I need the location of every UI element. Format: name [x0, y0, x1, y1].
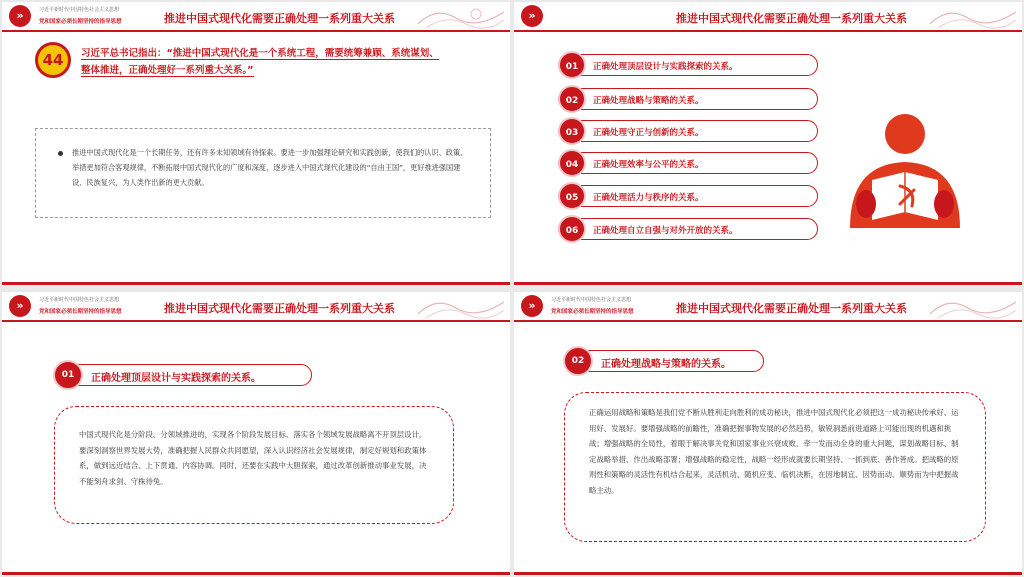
- slide-header: [514, 292, 1022, 322]
- quote-line-1: 习近平总书记指出：“推进中国式现代化是一个系统工程，需要统筹兼顾、系统谋划、: [81, 48, 439, 59]
- footer-bar: [2, 572, 510, 575]
- list-item[interactable]: [558, 120, 818, 142]
- content-box: [35, 128, 491, 218]
- slide-header: [2, 2, 510, 32]
- slide-1[interactable]: [2, 2, 510, 285]
- item-label: 正确处理顶层设计与实践探索的关系。: [593, 62, 738, 72]
- chevron-right-icon: »: [521, 295, 543, 317]
- content-box: [564, 392, 986, 542]
- section-heading: [54, 364, 312, 386]
- header-subtitle: 习近平新时代中国特色社会主义思想: [551, 297, 632, 303]
- list-item[interactable]: [558, 152, 818, 174]
- body-text: 正确运用战略和策略是我们党不断从胜利走向胜利的成功秘诀，推进中国式现代化必须把这一成功秘诀传承好、运用好、发展好。要增强战略的前瞻性，准确把握事物发展的必然趋势，敏锐洞悉前进道路上可能出现的机遇和挑战；增强战略的全局性，着眼于解决事关党和国家事业兴衰成败、牵一发而动全身的重大问题，谋划战略目标、制定战略举措、作出战略部署；增强战略的稳定性，战略一经形成就要长期坚持、一抓到底、善作善成。把战略的原则性和策略的灵活性有机结合起来，灵活机动、随机应变、临机决断，在因地制宜、因势而动、顺势而为中把握战略主动。: [589, 408, 959, 495]
- slide-title: 推进中国式现代化需要正确处理一系列重大关系: [164, 302, 395, 315]
- item-number: 04: [558, 149, 586, 177]
- header-subtitle-red: 党和国家必须长期坚持的指导思想: [39, 19, 122, 25]
- item-number: 01: [558, 51, 586, 79]
- item-number: 02: [558, 85, 586, 113]
- section-title: 正确处理战略与策略的关系。: [601, 359, 731, 370]
- header-subtitle-red: 党和国家必须长期坚持的指导思想: [551, 309, 634, 315]
- item-number: 03: [558, 117, 586, 145]
- section-title: 正确处理顶层设计与实践探索的关系。: [91, 373, 261, 384]
- quote-text: [81, 45, 491, 79]
- chevron-right-icon: »: [9, 5, 31, 27]
- slide-title: 推进中国式现代化需要正确处理一系列重大关系: [676, 12, 907, 25]
- section-number: 01: [53, 360, 83, 390]
- content-box: [54, 406, 454, 524]
- item-label: 正确处理自立自强与对外开放的关系。: [593, 226, 738, 236]
- slide-3[interactable]: [2, 292, 510, 575]
- cloud-ornament-icon: [416, 4, 506, 30]
- cloud-ornament-icon: [928, 4, 1018, 30]
- header-subtitle: 习近平新时代中国特色社会主义思想: [39, 297, 120, 303]
- list-item[interactable]: [558, 54, 818, 76]
- item-label: 正确处理战略与策略的关系。: [593, 96, 704, 106]
- footer-bar: [514, 572, 1022, 575]
- body-text: 推进中国式现代化是一个长期任务，还有许多未知领域有待探索。要进一步加强理论研究和实践创新，使我们的认识、政策、举措更加符合客观规律，不断拓展中国式现代化的广度和深度，逐步进入中国式现代化建设的“自由王国”，更好推进强国建设、民族复兴，为人类作出新的更大贡献。: [72, 148, 468, 187]
- slide-title: 推进中国式现代化需要正确处理一系列重大关系: [676, 302, 907, 315]
- footer-bar: [514, 282, 1022, 285]
- slide-title: 推进中国式现代化需要正确处理一系列重大关系: [164, 12, 395, 25]
- cloud-ornament-icon: [928, 294, 1018, 320]
- item-label: 正确处理守正与创新的关系。: [593, 128, 704, 138]
- header-subtitle: 习近平新时代中国特色社会主义思想: [39, 7, 120, 13]
- quote-line-2: 整体推进，正确处理好一系列重大关系。”: [81, 65, 254, 76]
- section-number: 02: [563, 346, 593, 376]
- item-label: 正确处理效率与公平的关系。: [593, 160, 704, 170]
- header-subtitle-red: 党和国家必须长期坚持的指导思想: [39, 309, 122, 315]
- body-text: 中国式现代化是分阶段、分领域推进的，实现各个阶段发展目标、落实各个领域发展战略离不开顶层设计。要深刻洞察世界发展大势，准确把握人民群众共同愿望，深入认识经济社会发展规律，制定好规划和政策体系，做到远近结合、上下贯通、内容协调。同时，还要在实践中大胆探索，通过改革创新推动事业发展，决不能刻舟求剑、守株待兔。: [79, 430, 427, 486]
- cloud-ornament-icon: [416, 294, 506, 320]
- slide-header: [514, 2, 1022, 32]
- item-number: 05: [558, 182, 586, 210]
- party-member-reading-icon: [842, 112, 968, 228]
- footer-bar: [2, 282, 510, 285]
- list-item[interactable]: [558, 218, 818, 240]
- chevron-right-icon: »: [9, 295, 31, 317]
- quote-badge: 44: [35, 42, 71, 78]
- list-item[interactable]: [558, 88, 818, 110]
- slide-4[interactable]: [514, 292, 1022, 575]
- item-number: 06: [558, 215, 586, 243]
- bullet-icon: [58, 151, 63, 156]
- chevron-right-icon: »: [521, 5, 543, 27]
- section-heading: [564, 350, 764, 372]
- slide-header: [2, 292, 510, 322]
- slide-2[interactable]: [514, 2, 1022, 285]
- item-label: 正确处理活力与秩序的关系。: [593, 193, 704, 203]
- list-item[interactable]: [558, 185, 818, 207]
